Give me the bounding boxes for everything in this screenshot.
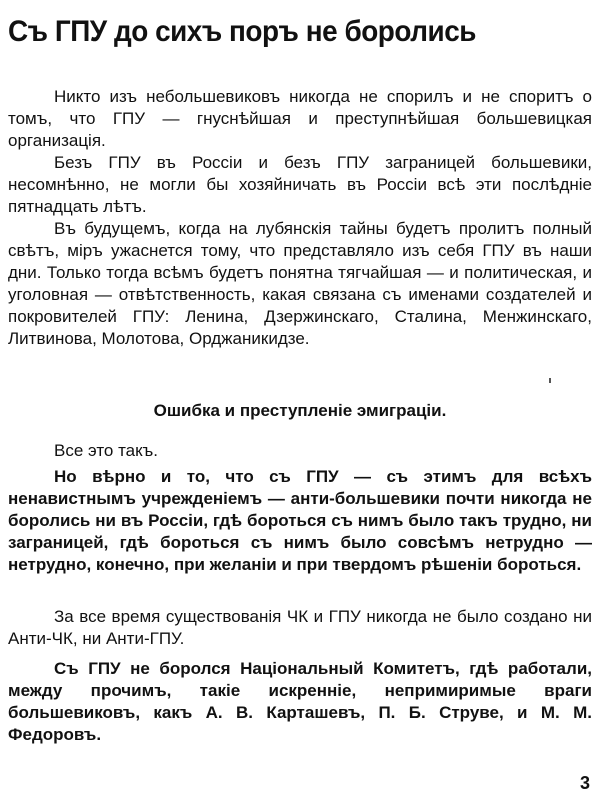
paragraph: Безъ ГПУ въ Россіи и безъ ГПУ заграницей большевики, несомнѣнно, не могли бы хозяйничать въ Россіи всѣ эти послѣдніе пятнадцать лѣтъ.: [8, 153, 592, 216]
page-number: 3: [579, 773, 590, 793]
print-speck: [549, 378, 551, 383]
bold-paragraph-section-2: [8, 658, 592, 746]
paragraph: За все время существованія ЧК и ГПУ никогда не было создано ни Анти-ЧК, ни Анти-ГПУ.: [8, 607, 592, 648]
bold-paragraph-section-1: [8, 466, 592, 576]
intro-section: [8, 86, 592, 350]
paragraph: Все это такъ.: [54, 441, 158, 460]
section-subheading: Ошибка и преступленіе эмиграціи.: [153, 401, 447, 420]
short-paragraph-section: [8, 440, 592, 462]
paragraph: Никто изъ небольшевиковъ никогда не спорилъ и не споритъ о томъ, что ГПУ — гнуснѣйшая и преступнѣйшая большевицкая организація.: [8, 87, 592, 150]
paragraph-bold: Но вѣрно и то, что съ ГПУ — съ этимъ для всѣхъ ненавистнымъ учрежденіемъ — анти-большевики почти никогда не боролись ни въ Россіи, гдѣ бороться съ нимъ было такъ трудно, ни заграницей, гдѣ бороться съ нимъ было совсѣмъ нетрудно — нетрудно, конечно, при желаніи и при твердомъ рѣшеніи бороться.: [8, 467, 592, 574]
plain-paragraph-section: [8, 606, 592, 650]
page-title: Съ ГПУ до сихъ поръ не боролись: [8, 15, 476, 48]
paragraph-bold: Съ ГПУ не боролся Національный Комитетъ, гдѣ работали, между прочимъ, такіе искренніе, непримиримые враги большевиковъ, какъ А. В. Карташевъ, П. Б. Струве, и М. М. Федоровъ.: [8, 659, 592, 744]
paragraph: Въ будущемъ, когда на лубянскія тайны будетъ пролитъ полный свѣтъ, міръ ужаснется тому, что представляло изъ себя ГПУ въ наши дни. Только тогда всѣмъ будетъ понятна тягчайшая — и политическая, и уголовная — отвѣтственность, какая связана съ именами создателей и покровителей ГПУ: Ленина, Дзержинскаго, Сталина, Менжинскаго, Литвинова, Молотова, Орджаникидзе.: [8, 219, 592, 348]
